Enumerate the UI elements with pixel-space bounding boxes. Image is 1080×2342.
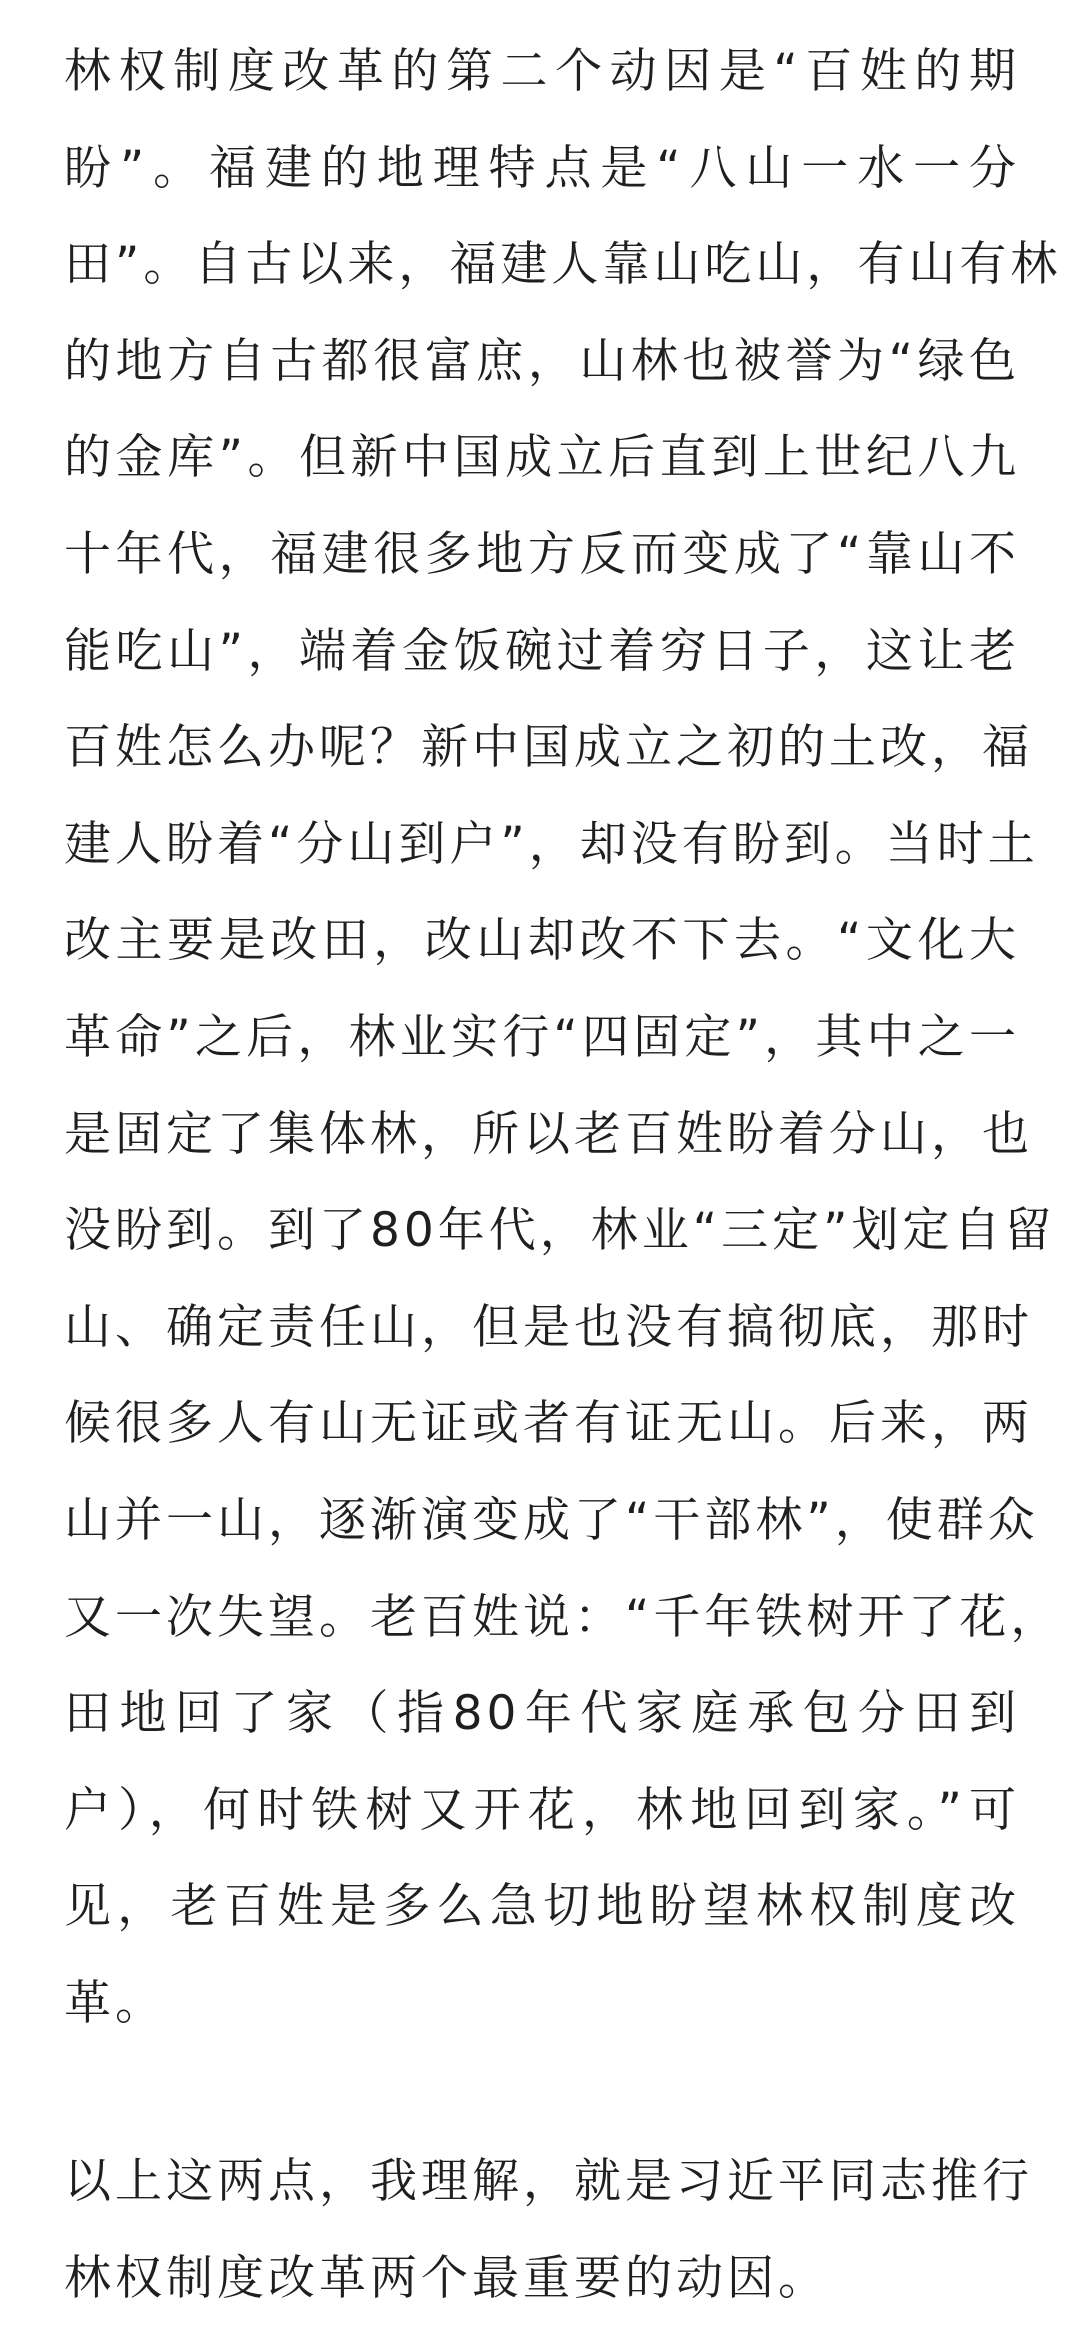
text-line: 盼”。福建的地理特点是“八山一水一分 — [64, 140, 1020, 196]
text-line: 的金库”。但新中国成立后直到上世纪八九 — [64, 430, 1020, 486]
text-line: 林权制度改革两个最重要的动因。 — [64, 2251, 829, 2307]
text-line: 以上这两点，我理解，就是习近平同志推行 — [64, 2154, 1033, 2210]
text-line: 又一次失望。老百姓说：“千年铁树开了花， — [64, 1589, 1062, 1645]
text-line: 百姓怎么办呢？新中国成立之初的土改，福 — [64, 720, 1033, 776]
text-line: 见，老百姓是多么急切地盼望林权制度改 — [64, 1879, 1020, 1935]
text-line: 建人盼着“分山到户”，却没有盼到。当时土 — [64, 816, 1039, 872]
text-line: 山、确定责任山，但是也没有搞彻底，那时 — [64, 1299, 1033, 1355]
text-line: 革。 — [64, 1975, 166, 2031]
text-line: 候很多人有山无证或者有证无山。后来，两 — [64, 1396, 1033, 1452]
text-line: 没盼到。到了80年代，林业“三定”划定自留 — [64, 1203, 1056, 1259]
text-line: 是固定了集体林，所以老百姓盼着分山，也 — [64, 1106, 1033, 1162]
text-line: 户），何时铁树又开花，林地回到家。”可 — [64, 1782, 1020, 1838]
article-body — [64, 24, 1062, 2328]
text-line: 林权制度改革的第二个动因是“百姓的期 — [64, 44, 1020, 99]
text-line: 的地方自古都很富庶，山林也被誉为“绿色 — [64, 333, 1020, 389]
text-line: 能吃山”，端着金饭碗过着穷日子，这让老 — [64, 623, 1020, 679]
text-line: 革命”之后，林业实行“四固定”，其中之一 — [64, 1009, 1020, 1065]
text-line: 改主要是改田，改山却改不下去。“文化大 — [64, 913, 1020, 969]
text-line: 十年代，福建很多地方反而变成了“靠山不 — [64, 526, 1020, 582]
paragraph-1 — [64, 24, 1062, 2052]
paragraph-2 — [64, 2134, 1033, 2327]
text-line: 山并一山，逐渐演变成了“干部林”，使群众 — [64, 1492, 1039, 1548]
text-line: 田地回了家（指80年代家庭承包分田到 — [64, 1686, 1020, 1742]
paragraph-gap — [64, 2052, 1020, 2134]
text-line: 田”。自古以来，福建人靠山吃山，有山有林 — [64, 237, 1062, 293]
